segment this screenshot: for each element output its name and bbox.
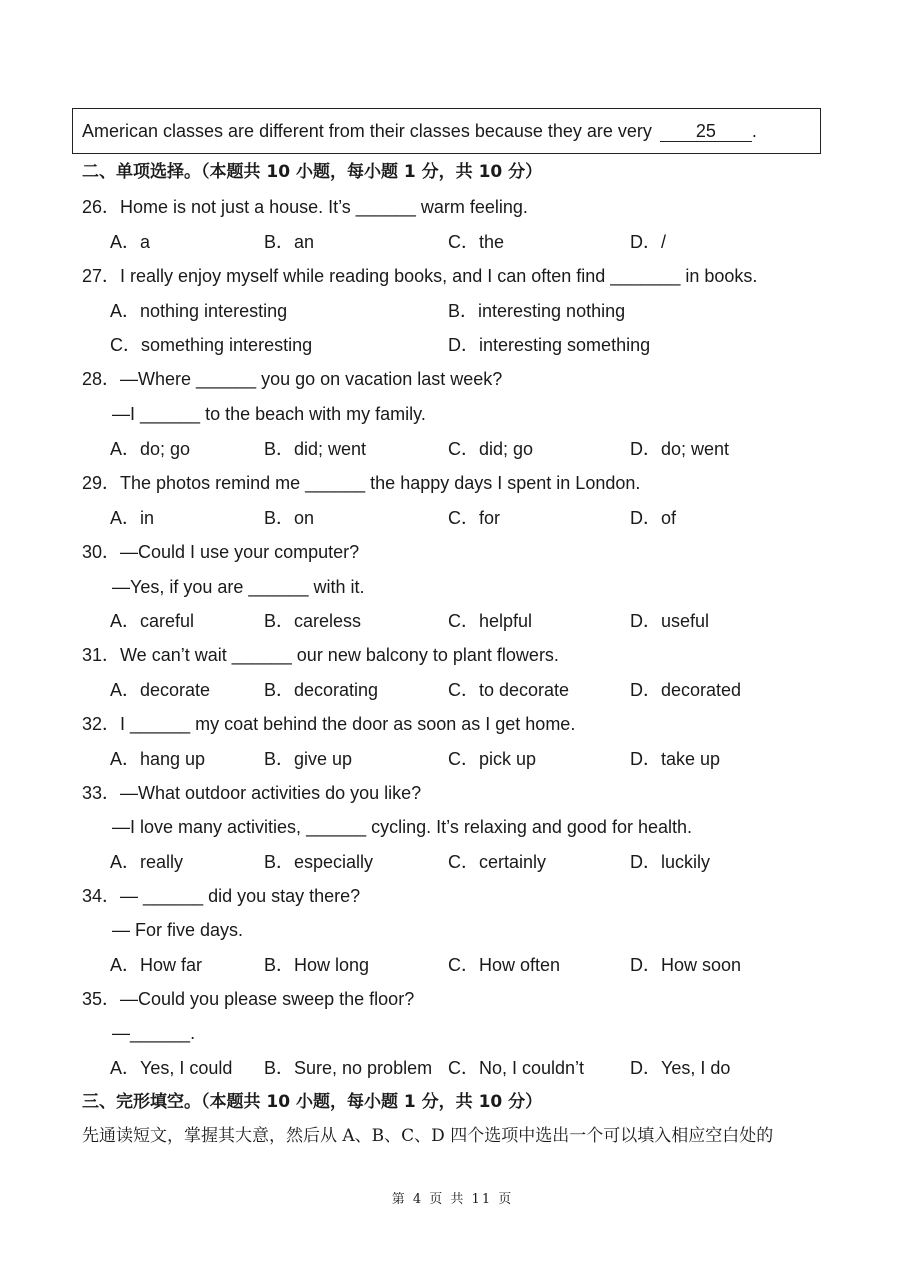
q34-option-a: A．How far	[110, 955, 203, 975]
q26-option-b: B．an	[264, 232, 315, 252]
q32-option-d: D．take up	[630, 749, 721, 769]
q28-option-d: D．do; went	[630, 439, 730, 459]
q30-option-b: B．careless	[264, 611, 362, 631]
q28-option-c: C．did; go	[448, 439, 534, 459]
q35-option-b: B．Sure, no problem	[264, 1058, 433, 1078]
q31-option-d: D．decorated	[630, 680, 742, 700]
q32-option-c: C．pick up	[448, 749, 537, 769]
question-28-stem: 28．—Where ______ you go on vacation last week?	[82, 369, 503, 389]
question-34-reply: — For five days.	[112, 920, 244, 940]
question-34-stem: 34．— ______ did you stay there?	[82, 886, 361, 906]
q33-option-c: C．certainly	[448, 852, 547, 872]
box-sentence	[82, 121, 757, 142]
q26-option-d: D．/	[630, 232, 666, 252]
q31-option-c: C．to decorate	[448, 680, 570, 700]
q30-option-c: C．helpful	[448, 611, 533, 631]
q27-option-b: B．interesting nothing	[448, 301, 626, 321]
question-33-stem: 33．—What outdoor activities do you like?	[82, 783, 422, 803]
q33-option-b: B．especially	[264, 852, 374, 872]
q27-option-d: D．interesting something	[448, 335, 651, 355]
q34-option-d: D．How soon	[630, 955, 742, 975]
question-35-reply: —______.	[112, 1023, 196, 1043]
question-33-reply: —I love many activities, ______ cycling. It’s relaxing and good for health.	[112, 817, 692, 837]
section-3-instruction: 先通读短文，掌握其大意，然后从 A、B、C、D 四个选项中选出一个可以填入相应空白处的	[82, 1126, 774, 1146]
question-30-reply: —Yes, if you are ______ with it.	[112, 577, 365, 597]
q33-option-a: A．really	[110, 852, 184, 872]
q28-option-b: B．did; went	[264, 439, 367, 459]
question-27-stem: 27．I really enjoy myself while reading books, and I can often find _______ in books.	[82, 266, 758, 286]
q29-option-c: C．for	[448, 508, 501, 528]
reading-answer-box	[72, 108, 821, 154]
q32-option-a: A．hang up	[110, 749, 206, 769]
q30-option-d: D．useful	[630, 611, 710, 631]
q30-option-a: A．careful	[110, 611, 195, 631]
box-text: American classes are different from their classes because they are very	[82, 121, 652, 141]
q28-option-a: A．do; go	[110, 439, 191, 459]
q26-option-a: A．a	[110, 232, 151, 252]
q34-option-b: B．How long	[264, 955, 370, 975]
q33-option-d: D．luckily	[630, 852, 711, 872]
section-2-heading: 二、单项选择。（本题共 10 小题，每小题 1 分，共 10 分）	[82, 162, 543, 182]
q27-option-a: A．nothing interesting	[110, 301, 288, 321]
question-26-stem: 26．Home is not just a house. It’s ______ warm feeling.	[82, 197, 528, 217]
page-footer: 第 4 页 共 11 页	[391, 1192, 514, 1207]
question-30-stem: 30．—Could I use your computer?	[82, 542, 360, 562]
q35-option-d: D．Yes, I do	[630, 1058, 731, 1078]
q27-option-c: C．something interesting	[110, 335, 313, 355]
q31-option-a: A．decorate	[110, 680, 211, 700]
question-28-reply: —I ______ to the beach with my family.	[112, 404, 426, 424]
question-29-stem: 29．The photos remind me ______ the happy days I spent in London.	[82, 473, 641, 493]
q31-option-b: B．decorating	[264, 680, 379, 700]
q29-option-b: B．on	[264, 508, 315, 528]
q32-option-b: B．give up	[264, 749, 353, 769]
box-period: .	[751, 121, 757, 141]
question-31-stem: 31．We can’t wait ______ our new balcony to plant flowers.	[82, 645, 559, 665]
section-3-heading: 三、完形填空。（本题共 10 小题，每小题 1 分，共 10 分）	[82, 1092, 543, 1112]
question-32-stem: 32．I ______ my coat behind the door as soon as I get home.	[82, 714, 576, 734]
q29-option-d: D．of	[630, 508, 677, 528]
question-35-stem: 35．—Could you please sweep the floor?	[82, 989, 415, 1009]
q26-option-c: C．the	[448, 232, 505, 252]
answer-blank-25: 25	[660, 121, 752, 142]
q35-option-a: A．Yes, I could	[110, 1058, 233, 1078]
q34-option-c: C．How often	[448, 955, 561, 975]
q29-option-a: A．in	[110, 508, 155, 528]
q35-option-c: C．No, I couldn’t	[448, 1058, 585, 1078]
